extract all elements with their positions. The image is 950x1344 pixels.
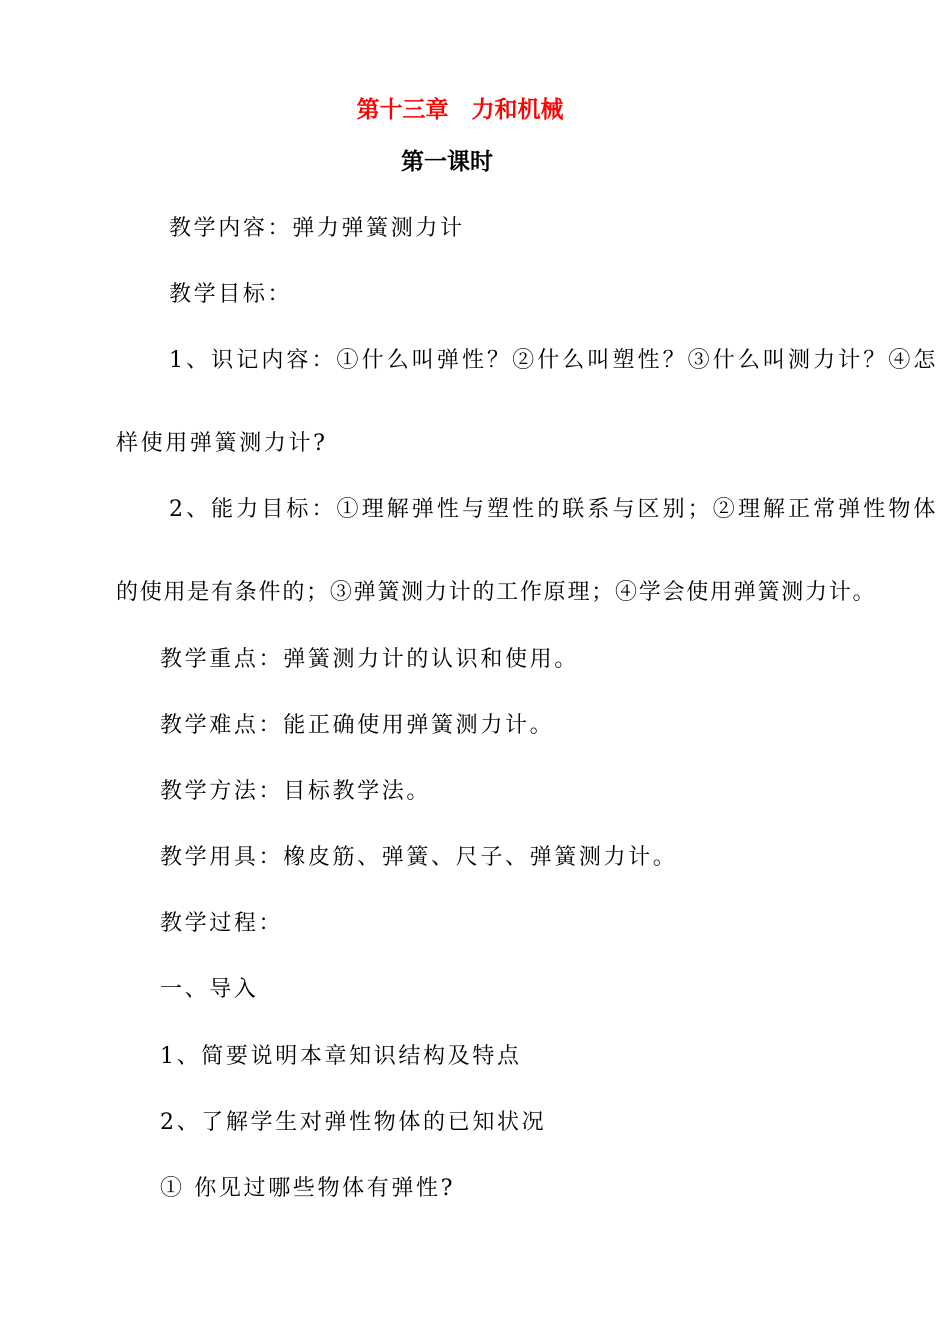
question-1: ① 你见过哪些物体有弹性?: [160, 1176, 456, 1201]
intro-item-1: 1、简要说明本章知识结构及特点: [160, 1044, 522, 1069]
key-point: 教学重点：弹簧测力计的认识和使用。: [160, 647, 579, 672]
objective1-line2: 样使用弹簧测力计?: [116, 431, 328, 456]
objective1-line1: 1、识记内容：①什么叫弹性？②什么叫塑性？③什么叫测力计？④怎: [169, 348, 939, 373]
lesson-title: 第一课时: [401, 149, 493, 175]
teaching-method: 教学方法：目标教学法。: [160, 779, 432, 804]
objective2-line1: 2、能力目标：①理解弹性与塑性的联系与区别；②理解正常弹性物体: [169, 497, 939, 522]
objective2-line2: 的使用是有条件的；③弹簧测力计的工作原理；④学会使用弹簧测力计。: [116, 580, 877, 605]
process-heading: 教学过程：: [160, 911, 284, 936]
teaching-tools: 教学用具：橡皮筋、弹簧、尺子、弹簧测力计。: [160, 845, 678, 870]
teaching-content: 教学内容：弹力弹簧测力计: [169, 216, 465, 241]
difficulty: 教学难点：能正确使用弹簧测力计。: [160, 713, 555, 738]
section-intro: 一、导入: [160, 977, 259, 1002]
chapter-title: 第十三章 力和机械: [356, 97, 564, 123]
intro-item-2: 2、了解学生对弹性物体的已知状况: [160, 1110, 547, 1135]
objectives-heading: 教学目标：: [169, 282, 293, 307]
